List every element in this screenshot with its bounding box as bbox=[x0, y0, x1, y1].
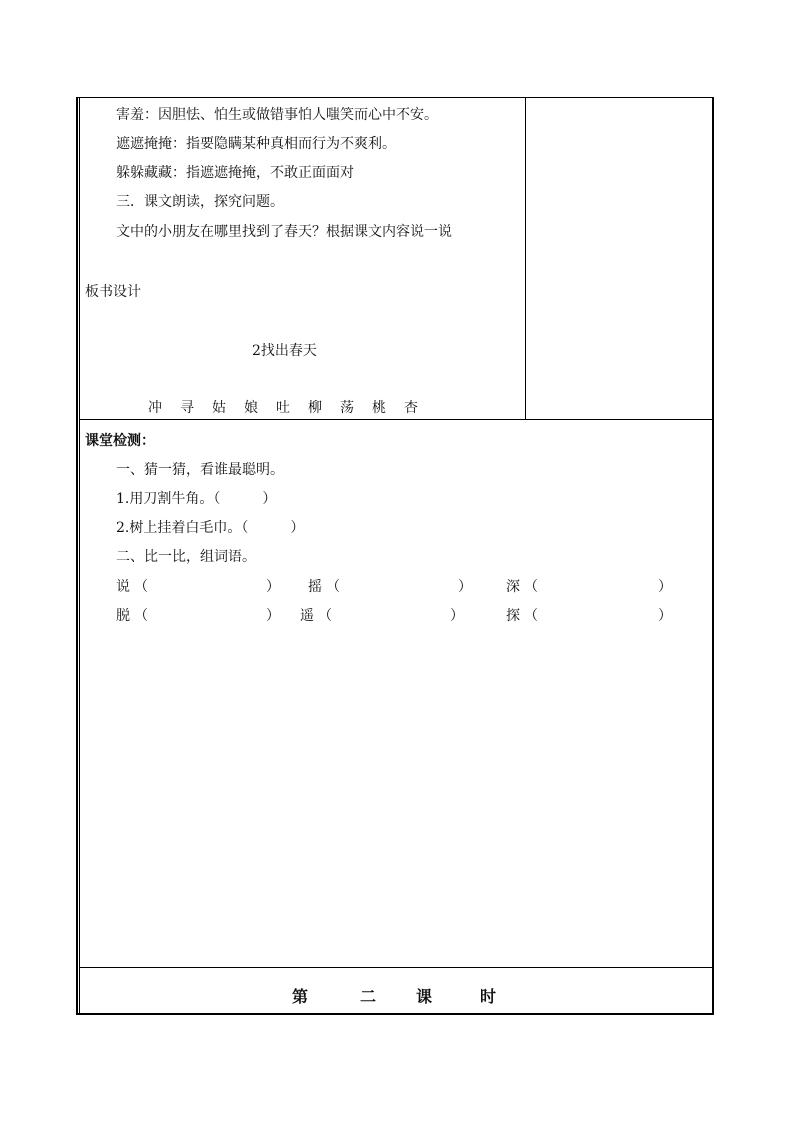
pair-open-paren: （ bbox=[134, 579, 148, 595]
word-pairs-row-2 bbox=[116, 607, 676, 625]
pair-open-paren: （ bbox=[134, 608, 148, 624]
section-three-heading: 三．课文朗读，探究问题。 bbox=[116, 194, 284, 210]
second-lesson-title bbox=[292, 984, 512, 1004]
part-one-heading: 一、猜一猜，看谁最聪明。 bbox=[116, 462, 284, 478]
vocab-zhezheyanyan: 遮遮掩掩：指要隐瞒某种真相而行为不爽利。 bbox=[116, 136, 396, 152]
pair-char: 脱 bbox=[116, 608, 130, 624]
pair-char: 深 bbox=[506, 579, 520, 595]
board-char: 荡 bbox=[340, 400, 354, 416]
reading-question: 文中的小朋友在哪里找到了春天？根据课文内容说一说 bbox=[116, 224, 452, 240]
board-char: 娘 bbox=[244, 400, 258, 416]
lesson-title-char: 二 bbox=[360, 987, 377, 1006]
pair-char: 遥 bbox=[300, 608, 314, 624]
board-char: 柳 bbox=[308, 400, 322, 416]
board-char: 姑 bbox=[212, 400, 226, 416]
pair-char: 探 bbox=[506, 608, 520, 624]
pair-char: 摇 bbox=[308, 579, 322, 595]
word-pairs-row-1 bbox=[116, 578, 676, 596]
pair-close-paren: ） bbox=[450, 608, 464, 624]
lesson-title-char: 课 bbox=[416, 987, 433, 1006]
board-char: 寻 bbox=[180, 400, 194, 416]
pair-open-paren: （ bbox=[524, 608, 538, 624]
table-inner-border bbox=[79, 97, 80, 1015]
class-check-heading: 课堂检测： bbox=[85, 433, 155, 449]
riddle-2: 2.树上挂着白毛巾。（ ） bbox=[116, 520, 305, 536]
pair-close-paren: ） bbox=[266, 579, 280, 595]
board-char: 吐 bbox=[276, 400, 290, 416]
pair-char: 说 bbox=[116, 579, 130, 595]
lesson-title-char: 时 bbox=[480, 987, 497, 1006]
pair-close-paren: ） bbox=[658, 608, 672, 624]
lesson-title-char: 第 bbox=[292, 987, 309, 1006]
pair-open-paren: （ bbox=[326, 579, 340, 595]
pair-close-paren: ） bbox=[266, 608, 280, 624]
board-design-label: 板书设计 bbox=[85, 284, 141, 300]
row-divider-upper bbox=[79, 419, 713, 420]
board-title: 2找出春天 bbox=[252, 343, 317, 359]
column-divider bbox=[525, 97, 526, 419]
part-two-heading: 二、比一比，组词语。 bbox=[116, 549, 256, 565]
board-char: 杏 bbox=[404, 400, 418, 416]
pair-close-paren: ） bbox=[458, 579, 472, 595]
pair-close-paren: ） bbox=[658, 579, 672, 595]
riddle-1: 1.用刀割牛角。（ ） bbox=[116, 491, 277, 507]
vocab-duoduocangcang: 躲躲藏藏：指遮遮掩掩，不敢正面面对 bbox=[116, 165, 354, 181]
board-char: 桃 bbox=[372, 400, 386, 416]
row-divider-lower bbox=[79, 967, 713, 968]
pair-open-paren: （ bbox=[524, 579, 538, 595]
board-char: 冲 bbox=[148, 400, 162, 416]
vocab-haixiu: 害羞：因胆怯、怕生或做错事怕人嗤笑而心中不安。 bbox=[116, 107, 438, 123]
pair-open-paren: （ bbox=[318, 608, 332, 624]
